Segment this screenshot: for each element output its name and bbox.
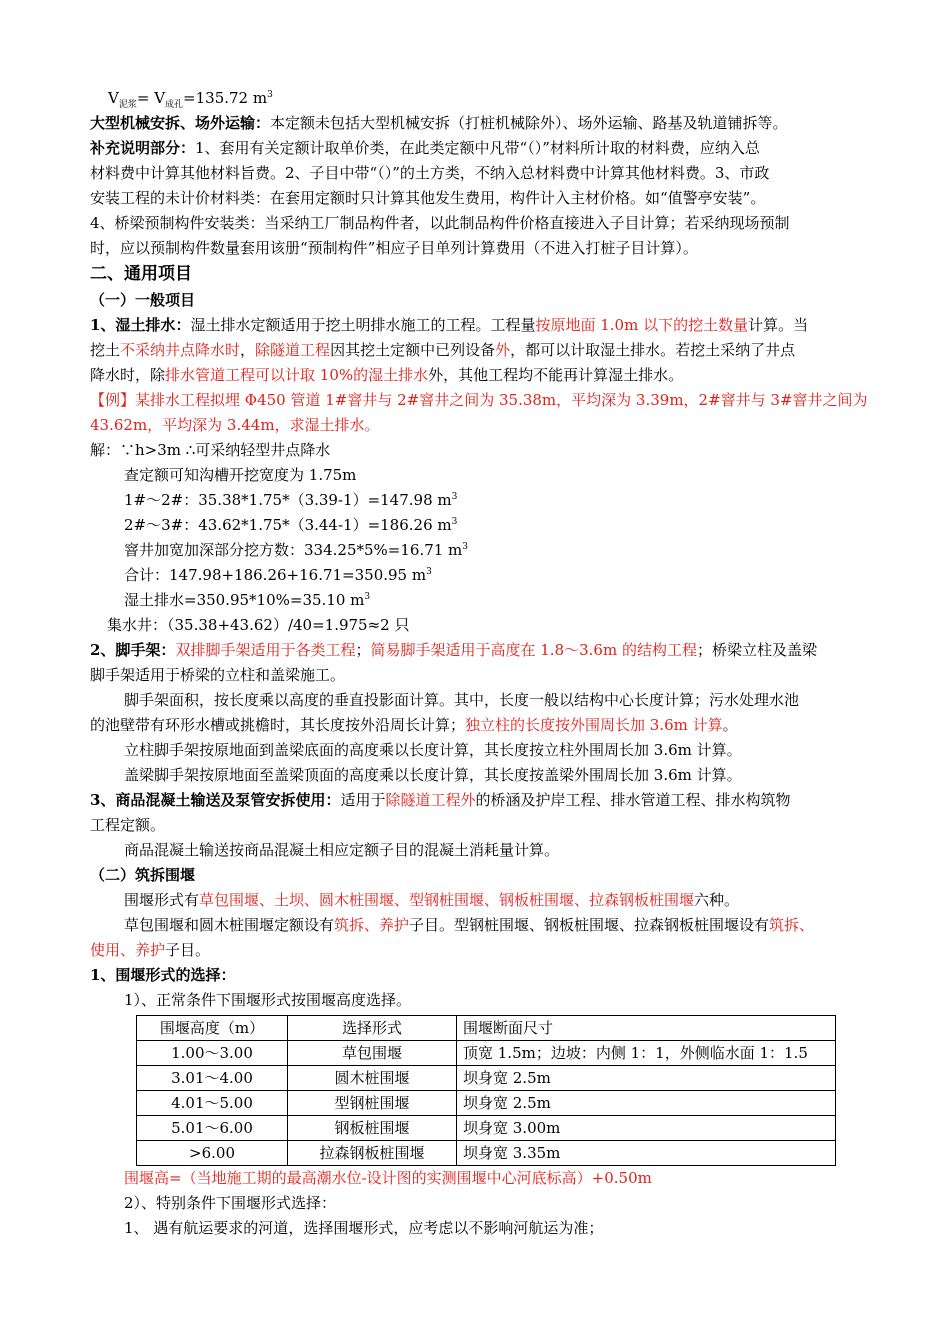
- table-row: [137, 1041, 836, 1066]
- wet-soil-drainage-paragraph: 1、湿土排水：湿土排水定额适用于挖土明排水施工的工程。工程量按原地面 1.0m 以下的挖土数量计算。当 挖土不采纳井点降水时，除隧道工程因其挖土定额中已列设备外，都可以计取湿土排水。若挖土采纳了井点 降水时，除排水管道工程可以计取 10%的湿土排水外，其他工程均不能再计算湿土排水。: [90, 316, 809, 384]
- cofferdam-selection-table: [136, 1015, 836, 1166]
- table-cell: 型钢桩围堰: [288, 1091, 457, 1116]
- table-row: [137, 1091, 836, 1116]
- normal-condition-label: 1）、正常条件下围堰形式按围堰高度选择。: [124, 991, 412, 1009]
- table-cell: 坝身宽 3.35m: [457, 1141, 836, 1166]
- table-cell: >6.00: [137, 1141, 288, 1166]
- table-cell: 草包围堰: [288, 1041, 457, 1066]
- table-cell: 3.01～4.00: [137, 1066, 288, 1091]
- solution-block: 解：∵h>3m ∴可采纳轻型井点降水 查定额可知沟槽开挖宽度为 1.75m 1#～2#：35.38*1.75*（3.39-1）=147.98 $m^3$ 2#～3#：43.62*1.75*（3.44-1）=186.26 $m^3$ 窨井加宽加深部分挖方数：334.25*5%=16.71 $m^3$ 合计：147.98+186.26+16.71=350.95 $m^3$ 湿土排水=350.95*10%=35.10 $m^3$ 集水井：（35.38+43.62）/40=1.975≈2 只: [90, 441, 469, 634]
- document-page: [90, 86, 890, 1241]
- table-cell: 顶宽 1.5m；边坡：内侧 1：1，外侧临水面 1：1.5: [457, 1041, 836, 1066]
- cofferdam-choice-title: 1、围堰形式的选择：: [90, 966, 236, 984]
- table-cell: 圆木桩围堰: [288, 1066, 457, 1091]
- machinery-paragraph: 大型机械安拆、场外运输：本定额未包括大型机械安拆（打桩机械除外）、场外运输、路基及轨道铺拆等。: [90, 114, 788, 132]
- table-cell: 坝身宽 2.5m: [457, 1066, 836, 1091]
- table-cell: 5.01～6.00: [137, 1116, 288, 1141]
- slurry-volume-formula: $V_{泥浆}= V_{成孔}=135.72$ $m^3$: [108, 89, 273, 110]
- section-title: 二、通用项目: [90, 264, 192, 284]
- subsection-title: （二）筑拆围堰: [90, 866, 196, 884]
- table-cell: 坝身宽 2.5m: [457, 1091, 836, 1116]
- table-row: [137, 1116, 836, 1141]
- example-paragraph: 【例】某排水工程拟埋 Φ450 管道 1#窨井与 2#窨井之间为 35.38m，平均深为 3.39m，2#窨井与 3#窨井之间为 43.62m，平均深为 3.44m，求湿土排水。: [90, 391, 868, 434]
- table-header-cell: 选择形式: [288, 1016, 457, 1041]
- table-header-cell: 围堰高度（m）: [137, 1016, 288, 1041]
- cofferdam-paragraph: 围堰形式有草包围堰、土坝、圆木桩围堰、型钢桩围堰、钢板桩围堰、拉森钢板桩围堰六种。 草包围堰和圆木桩围堰定额设有筑拆、养护子目。型钢桩围堰、钢板桩围堰、拉森钢板桩围堰设有筑拆、 使用、养护子目。: [90, 891, 815, 959]
- subsection-title: （一）一般项目: [90, 291, 196, 309]
- table-header-cell: 围堰断面尺寸: [457, 1016, 836, 1041]
- scaffold-paragraph: 2、脚手架：双排脚手架适用于各类工程；简易脚手架适用于高度在 1.8～3.6m 的结构工程；桥梁立柱及盖梁 脚手架适用于桥梁的立柱和盖梁施工。 脚手架面积，按长度乘以高度的垂直投影面计算。其中，长度一般以结构中心长度计算；污水处理水池 的池壁带有环形水槽或挑檐时，其长度按外沿周长计算；独立柱的长度按外围周长加 3.6m 计算。 立柱脚手架按原地面到盖梁底面的高度乘以长度计算，其长度按立柱外围周长加 3.6m 计算。 盖梁脚手架按原地面至盖梁顶面的高度乘以长度计算，其长度按盖梁外围周长加 3.6m 计算。: [90, 641, 817, 784]
- table-cell: 1.00～3.00: [137, 1041, 288, 1066]
- table-cell: 钢板桩围堰: [288, 1116, 457, 1141]
- special-condition-label: 2）、特别条件下围堰形式选择：: [124, 1194, 337, 1212]
- table-header-row: [137, 1016, 836, 1041]
- table-cell: 拉森钢板桩围堰: [288, 1141, 457, 1166]
- table-row: [137, 1066, 836, 1091]
- special-condition-item: 1、 遇有航运要求的河道，选择围堰形式，应考虑以不影响河航运为准；: [124, 1219, 604, 1237]
- cofferdam-height-formula: 围堰高=（当地施工期的最高潮水位-设计图的实测围堰中心河底标高）+0.50m: [124, 1169, 652, 1187]
- table-row: [137, 1141, 836, 1166]
- concrete-paragraph: 3、商品混凝土输送及泵管安拆使用：适用于除隧道工程外的桥涵及护岸工程、排水管道工程、排水构筑物 工程定额。 商品混凝土输送按商品混凝土相应定额子目的混凝土消耗量计算。: [90, 791, 791, 859]
- table-cell: 4.01～5.00: [137, 1091, 288, 1116]
- table-cell: 坝身宽 3.00m: [457, 1116, 836, 1141]
- supplement-paragraph: 补充说明部分：1、套用有关定额计取单价类，在此类定额中凡带“（）”材料所计取的材料费，应纳入总 材料费中计算其他材料旨费。2、子目中带“（）”的土方类，不纳入总材料费中计算其他材料费。3、市政 安装工程的未计价材料类：在套用定额时只计算其他发生费用，构件计入主材价格。如“值警亭安装”。 4、桥梁预制构件安装类：当采纳工厂制品构件者，以此制品构件价格直接进入子目计算；若采纳现场预制 时，应以预制构件数量套用该册“预制构件”相应子目单列计算费用（不进入打桩子目计算）。: [90, 139, 790, 257]
